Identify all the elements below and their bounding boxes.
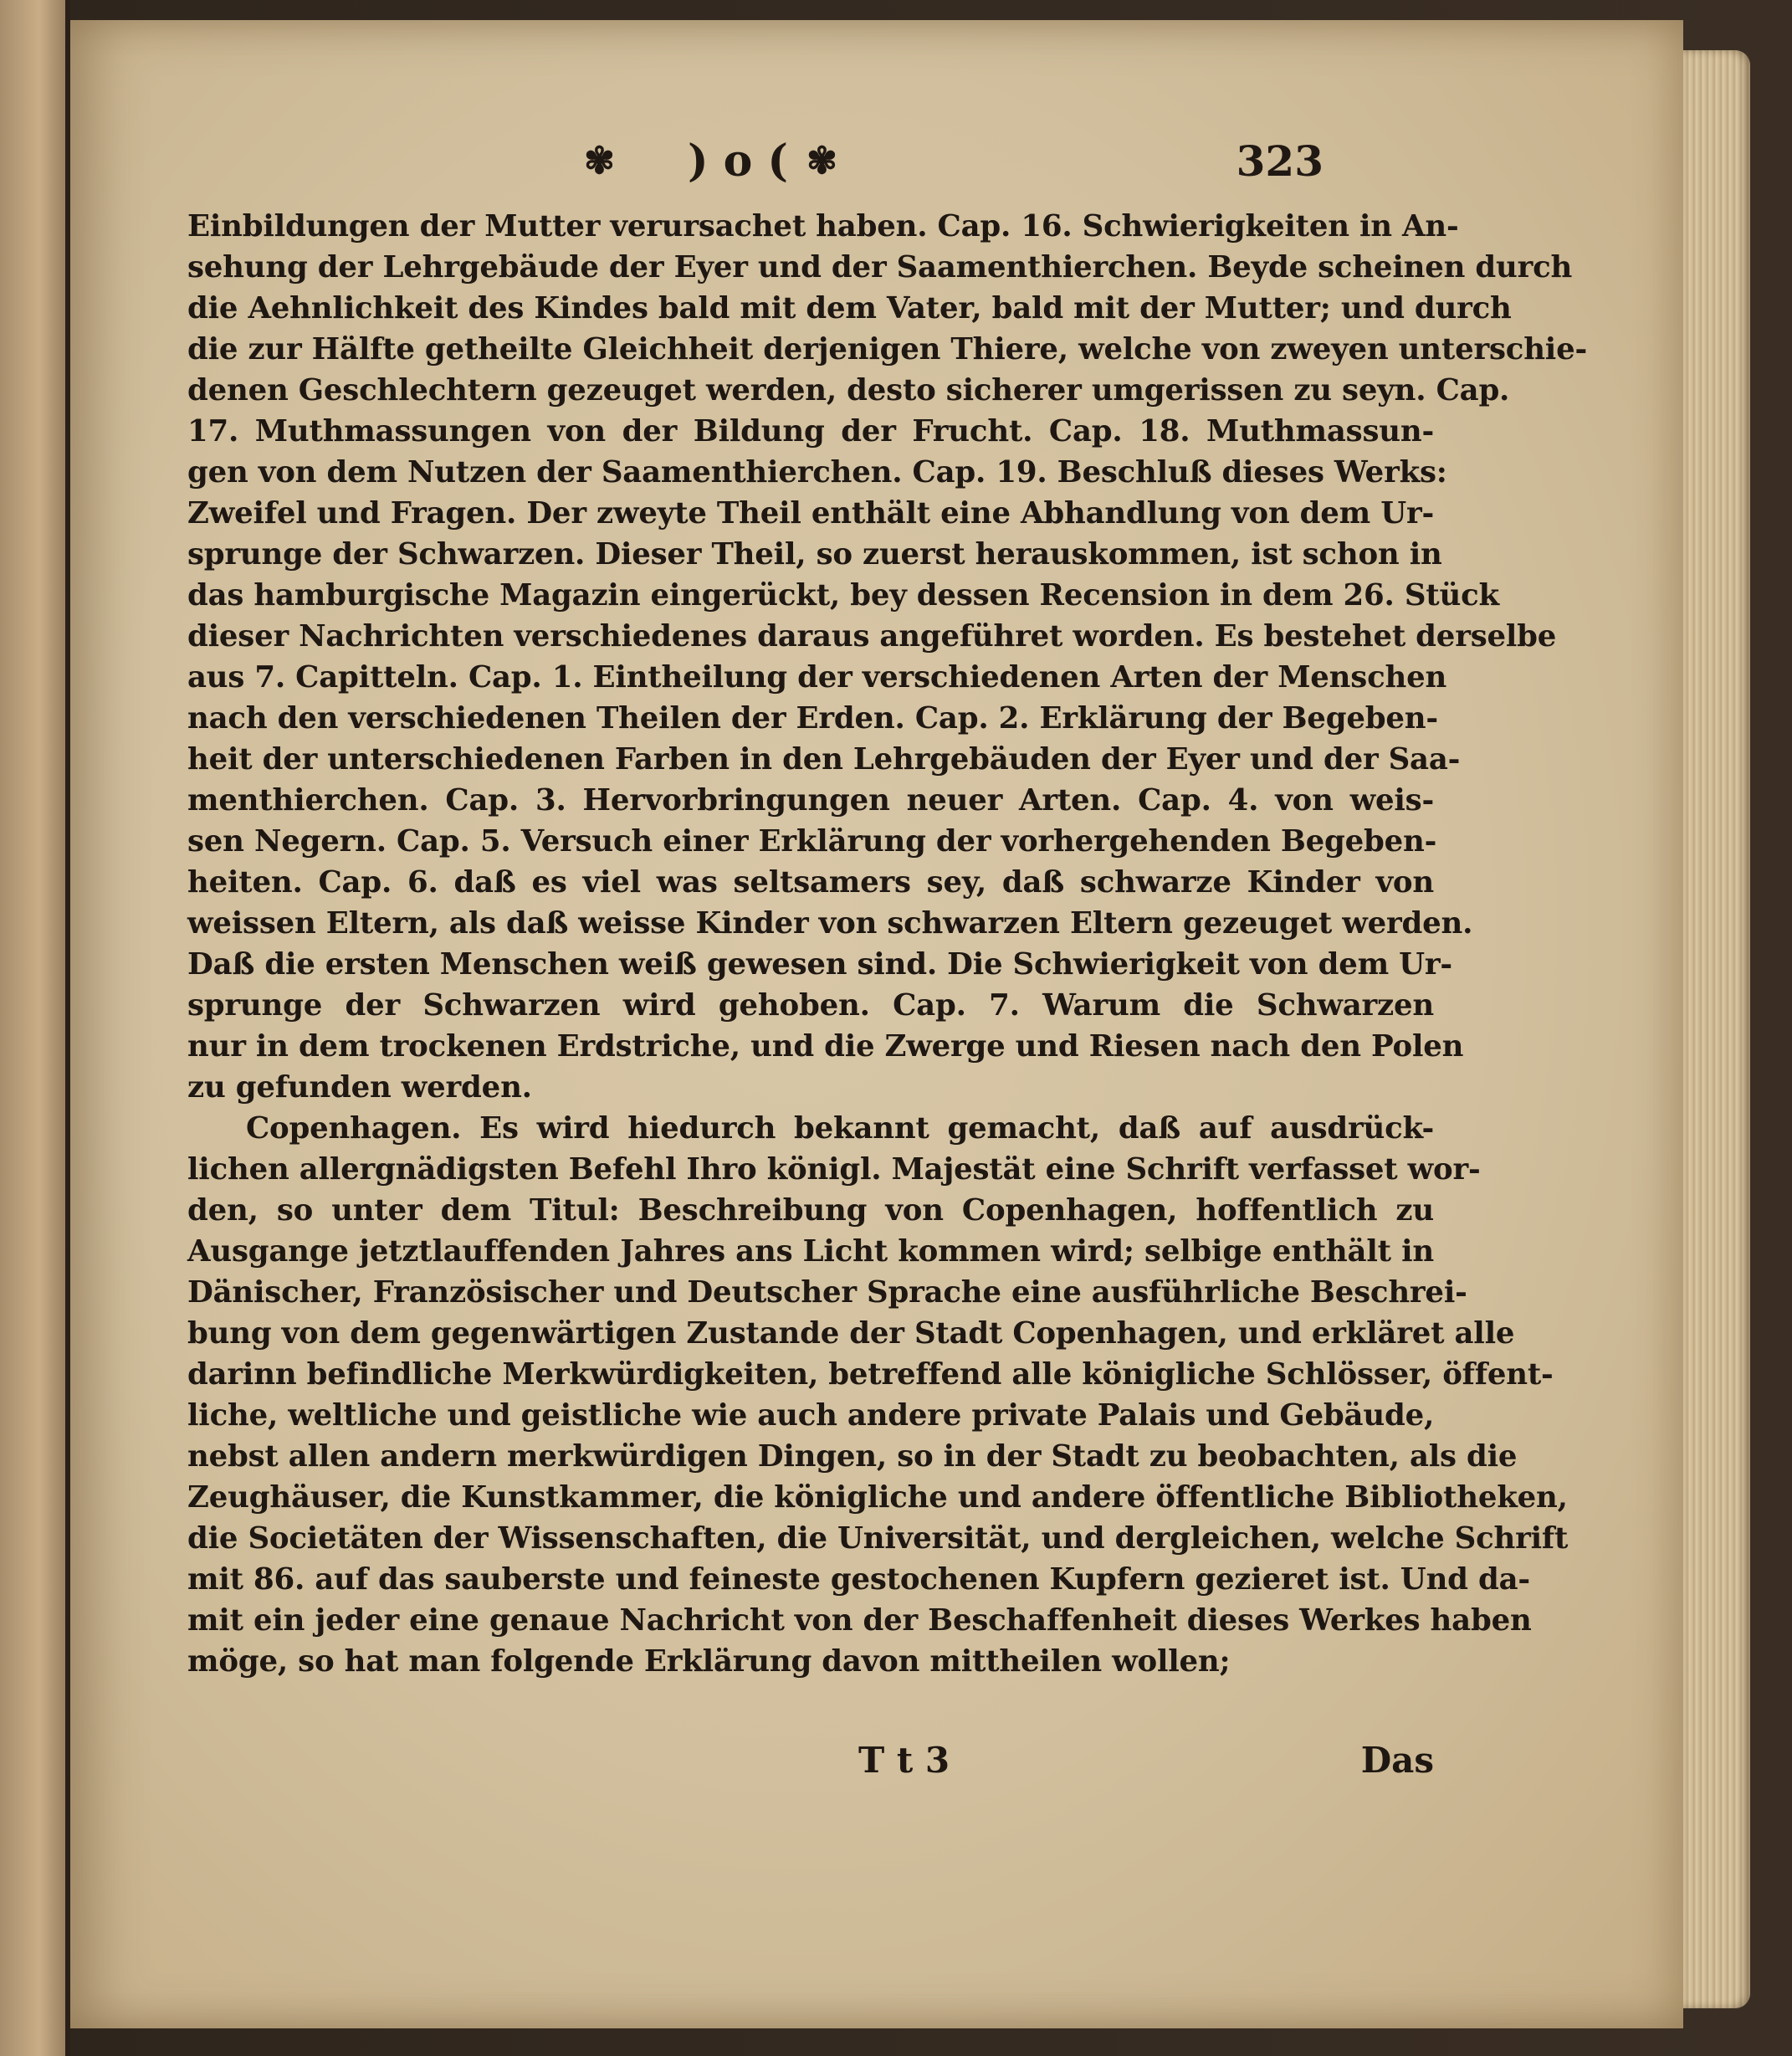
text-line: heiten. Cap. 6. daß es viel was seltsamers sey, daß schwarze Kinder von: [187, 865, 1434, 900]
text-line: Zeughäuser, die Kunstkammer, die königliche und andere öffentliche Bibliotheken,: [187, 1480, 1568, 1515]
text-line: Ausgange jetztlauffenden Jahres ans Licht kommen wird; selbige enthält in: [187, 1234, 1434, 1269]
text-line: liche, weltliche und geistliche wie auch andere private Palais und Gebäude,: [187, 1398, 1435, 1433]
text-line: heit der unterschiedenen Farben in den Lehrgebäuden der Eyer und der Saa-: [187, 742, 1461, 777]
text-line: mit 86. auf das sauberste und feineste gestochenen Kupfern gezieret ist. Und da-: [187, 1562, 1530, 1597]
page-footer: [187, 1737, 1434, 1784]
text-line: Daß die ersten Menschen weiß gewesen sind. Die Schwierigkeit von dem Ur-: [187, 947, 1452, 982]
text-line: bung von dem gegenwärtigen Zustande der Stadt Copenhagen, und erkläret alle: [187, 1316, 1515, 1351]
signature-mark: T t 3: [858, 1740, 950, 1781]
ornament-left-icon: ✾: [584, 140, 615, 182]
text-line: mit ein jeder eine genaue Nachricht von der Beschaffenheit dieses Werkes haben: [187, 1603, 1532, 1638]
text-line: das hamburgische Magazin eingerückt, bey dessen Recension in dem 26. Stück: [187, 578, 1499, 613]
text-line: nach den verschiedenen Theilen der Erden. Cap. 2. Erklärung der Begeben-: [187, 701, 1438, 736]
text-line: zu gefunden werden.: [187, 1070, 532, 1105]
text-line: lichen allergnädigsten Befehl Ihro königl. Majestät eine Schrift verfasset wor-: [187, 1152, 1481, 1187]
text-line: sen Negern. Cap. 5. Versuch einer Erklärung der vorhergehenden Begeben-: [187, 824, 1437, 859]
facing-page-edge: [0, 0, 70, 2056]
text-line: gen von dem Nutzen der Saamenthierchen. Cap. 19. Beschluß dieses Werks:: [187, 455, 1447, 490]
text-line: nebst allen andern merkwürdigen Dingen, so in der Stadt zu beobachten, als die: [187, 1439, 1518, 1474]
text-line: sprunge der Schwarzen wird gehoben. Cap. 7. Warum die Schwarzen: [187, 988, 1434, 1023]
text-line: 17. Muthmassungen von der Bildung der Frucht. Cap. 18. Muthmassun-: [187, 414, 1434, 449]
text-line: weissen Eltern, als daß weisse Kinder von schwarzen Eltern gezeuget werden.: [187, 906, 1473, 941]
text-line: nur in dem trockenen Erdstriche, und die Zwerge und Riesen nach den Polen: [187, 1029, 1464, 1064]
text-line: sehung der Lehrgebäude der Eyer und der Saamenthierchen. Beyde scheinen durch: [187, 250, 1573, 285]
text-line: die Societäten der Wissenschaften, die Universität, und dergleichen, welche Schrift: [187, 1521, 1569, 1556]
text-line: darinn befindliche Merkwürdigkeiten, betreffend alle königliche Schlösser, öffent-: [187, 1357, 1554, 1392]
text-line: Zweifel und Fragen. Der zweyte Theil enthält eine Abhandlung von dem Ur-: [187, 496, 1434, 531]
book-page: [70, 20, 1683, 2028]
ornament-right-icon: ✾: [806, 140, 837, 182]
page-header: [70, 136, 1683, 194]
body-text: [187, 206, 1588, 1682]
text-line: die Aehnlichkeit des Kindes bald mit dem Vater, bald mit der Mutter; und durch: [187, 291, 1512, 326]
text-line: Einbildungen der Mutter verursachet haben. Cap. 16. Schwierigkeiten in An-: [187, 209, 1459, 244]
text-line: menthierchen. Cap. 3. Hervorbringungen neuer Arten. Cap. 4. von weis-: [187, 783, 1434, 818]
running-head: ) o (: [687, 136, 789, 187]
text-line: denen Geschlechtern gezeuget werden, desto sicherer umgerissen zu seyn. Cap.: [187, 373, 1510, 408]
text-line: Copenhagen. Es wird hiedurch bekannt gemacht, daß auf ausdrück-: [246, 1111, 1434, 1146]
text-line: den, so unter dem Titul: Beschreibung von Copenhagen, hoffentlich zu: [187, 1193, 1434, 1228]
text-line: aus 7. Capitteln. Cap. 1. Eintheilung der verschiedenen Arten der Menschen: [187, 660, 1447, 695]
catchword: Das: [1360, 1740, 1434, 1781]
text-line: sprunge der Schwarzen. Dieser Theil, so zuerst herauskommen, ist schon in: [187, 537, 1442, 572]
text-line: möge, so hat man folgende Erklärung davon mittheilen wollen;: [187, 1644, 1231, 1679]
text-line: dieser Nachrichten verschiedenes daraus angeführet worden. Es bestehet derselbe: [187, 619, 1557, 654]
text-line: Dänischer, Französischer und Deutscher Sprache eine ausführliche Beschrei-: [187, 1275, 1467, 1310]
text-line: die zur Hälfte getheilte Gleichheit derjenigen Thiere, welche von zweyen unterschie-: [187, 332, 1588, 367]
page-block-edges: [1683, 50, 1750, 2008]
page-number: 323: [1236, 136, 1324, 186]
